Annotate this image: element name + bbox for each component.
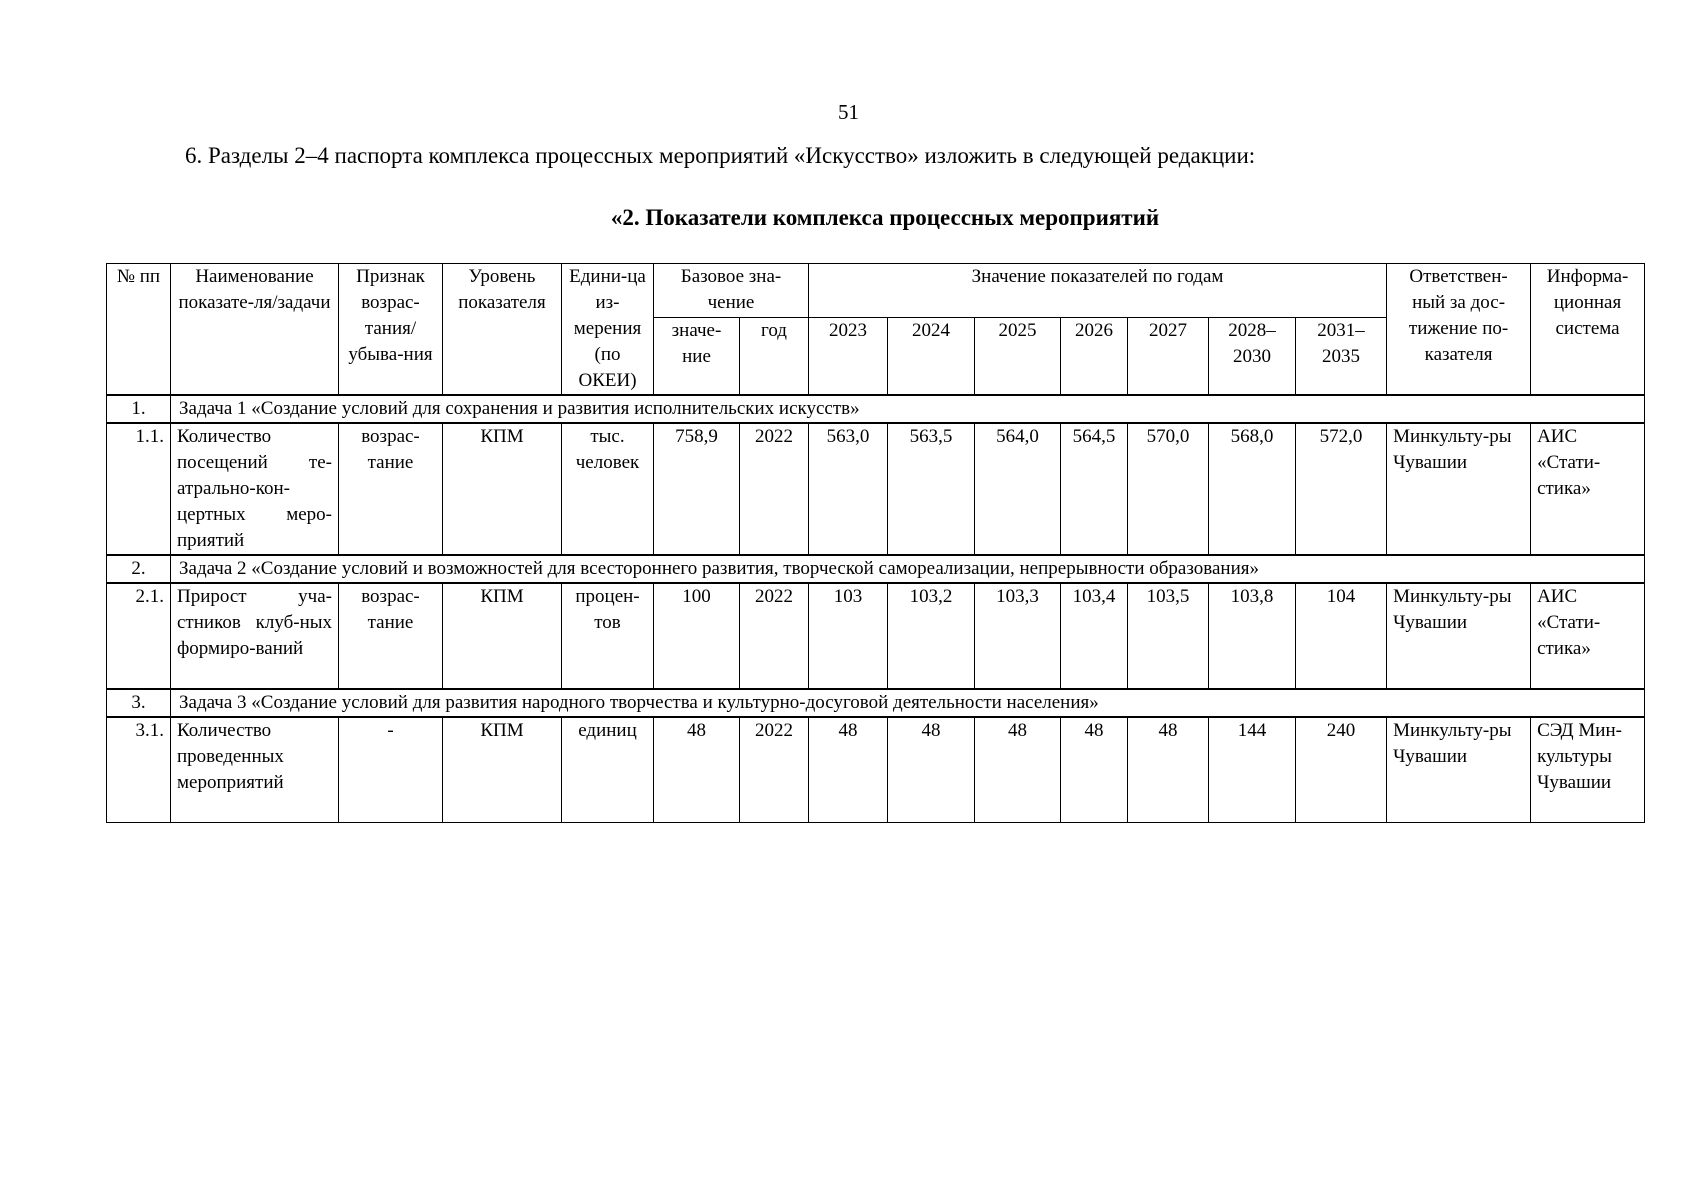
- task-row: [107, 555, 1645, 583]
- year-value: 563,5: [888, 423, 975, 555]
- indicator-unit: единиц: [562, 717, 654, 823]
- indicator-responsible: Минкульту-ры Чувашии: [1387, 717, 1531, 823]
- indicator-name: Прирост уча-стников клуб-ных формиро-ваний: [171, 583, 339, 689]
- indicator-sign: возрас-тание: [339, 423, 443, 555]
- header-level: Уровень показателя: [443, 264, 562, 396]
- indicator-num: 1.1.: [107, 423, 171, 555]
- year-value: 564,5: [1061, 423, 1128, 555]
- indicator-system: АИС «Стати-стика»: [1531, 583, 1645, 689]
- indicator-row: [107, 423, 1645, 555]
- indicator-level: КПМ: [443, 717, 562, 823]
- indicator-unit: тыс. человек: [562, 423, 654, 555]
- indicator-num: 2.1.: [107, 583, 171, 689]
- year-value: 103,5: [1128, 583, 1209, 689]
- section-heading: «2. Показатели комплекса процессных мероприятий: [610, 205, 1160, 230]
- header-num: № пп: [107, 264, 171, 396]
- header-base-value: значе-ние: [654, 317, 740, 395]
- task-row: [107, 689, 1645, 717]
- indicator-sign: возрас-тание: [339, 583, 443, 689]
- base-value: 48: [654, 717, 740, 823]
- page-number: 51: [838, 100, 859, 124]
- year-value: 103,2: [888, 583, 975, 689]
- year-value: 103: [809, 583, 888, 689]
- intro-paragraph: 6. Разделы 2–4 паспорта комплекса процессных мероприятий «Искусство» изложить в следующей редакции:: [185, 143, 1256, 168]
- year-value: 48: [809, 717, 888, 823]
- base-year: 2022: [740, 583, 809, 689]
- year-value: 48: [1061, 717, 1128, 823]
- year-value: 104: [1296, 583, 1387, 689]
- header-name: Наименование показате-ля/задачи: [171, 264, 339, 396]
- year-value: 240: [1296, 717, 1387, 823]
- header-unit: Едини-ца из-мерения (по ОКЕИ): [562, 264, 654, 396]
- task-title: Задача 3 «Создание условий для развития народного творчества и культурно-досуговой деятельности населения»: [171, 689, 1645, 717]
- indicator-row: [107, 717, 1645, 823]
- indicator-system: АИС «Стати-стика»: [1531, 423, 1645, 555]
- year-value: 48: [1128, 717, 1209, 823]
- year-value: 103,8: [1209, 583, 1296, 689]
- base-value: 100: [654, 583, 740, 689]
- header-year: 2024: [888, 317, 975, 395]
- year-value: 144: [1209, 717, 1296, 823]
- indicator-row: [107, 583, 1645, 689]
- task-title: Задача 1 «Создание условий для сохранения и развития исполнительских искусств»: [171, 395, 1645, 423]
- indicator-name: Количество посещений те-атрально-кон-цертных меро-приятий: [171, 423, 339, 555]
- header-year: 2031– 2035: [1296, 317, 1387, 395]
- year-value: 564,0: [975, 423, 1061, 555]
- header-sign: Признак возрас-тания/ убыва-ния: [339, 264, 443, 396]
- task-num: 1.: [107, 395, 171, 423]
- task-title: Задача 2 «Создание условий и возможностей для всестороннего развития, творческой самореализации, непрерывности образования»: [171, 555, 1645, 583]
- indicator-unit: процен-тов: [562, 583, 654, 689]
- header-year: 2025: [975, 317, 1061, 395]
- year-value: 48: [888, 717, 975, 823]
- header-year: 2023: [809, 317, 888, 395]
- indicator-name: Количество проведенных мероприятий: [171, 717, 339, 823]
- task-row: [107, 395, 1645, 423]
- task-num: 2.: [107, 555, 171, 583]
- indicator-level: КПМ: [443, 583, 562, 689]
- year-value: 103,3: [975, 583, 1061, 689]
- header-years-group: Значение показателей по годам: [809, 264, 1387, 318]
- task-num: 3.: [107, 689, 171, 717]
- indicators-table: [106, 263, 1645, 823]
- base-year: 2022: [740, 423, 809, 555]
- header-base-year: год: [740, 317, 809, 395]
- base-value: 758,9: [654, 423, 740, 555]
- indicator-level: КПМ: [443, 423, 562, 555]
- indicator-responsible: Минкульту-ры Чувашии: [1387, 583, 1531, 689]
- header-responsible: Ответствен-ный за дос-тижение по-казателя: [1387, 264, 1531, 396]
- year-value: 570,0: [1128, 423, 1209, 555]
- base-year: 2022: [740, 717, 809, 823]
- header-base: Базовое зна-чение: [654, 264, 809, 318]
- header-year: 2027: [1128, 317, 1209, 395]
- year-value: 563,0: [809, 423, 888, 555]
- indicator-num: 3.1.: [107, 717, 171, 823]
- indicator-system: СЭД Мин-культуры Чувашии: [1531, 717, 1645, 823]
- year-value: 568,0: [1209, 423, 1296, 555]
- header-system: Информа-ционная система: [1531, 264, 1645, 396]
- year-value: 103,4: [1061, 583, 1128, 689]
- header-year: 2026: [1061, 317, 1128, 395]
- indicator-responsible: Минкульту-ры Чувашии: [1387, 423, 1531, 555]
- indicator-sign: -: [339, 717, 443, 823]
- year-value: 48: [975, 717, 1061, 823]
- year-value: 572,0: [1296, 423, 1387, 555]
- header-year: 2028– 2030: [1209, 317, 1296, 395]
